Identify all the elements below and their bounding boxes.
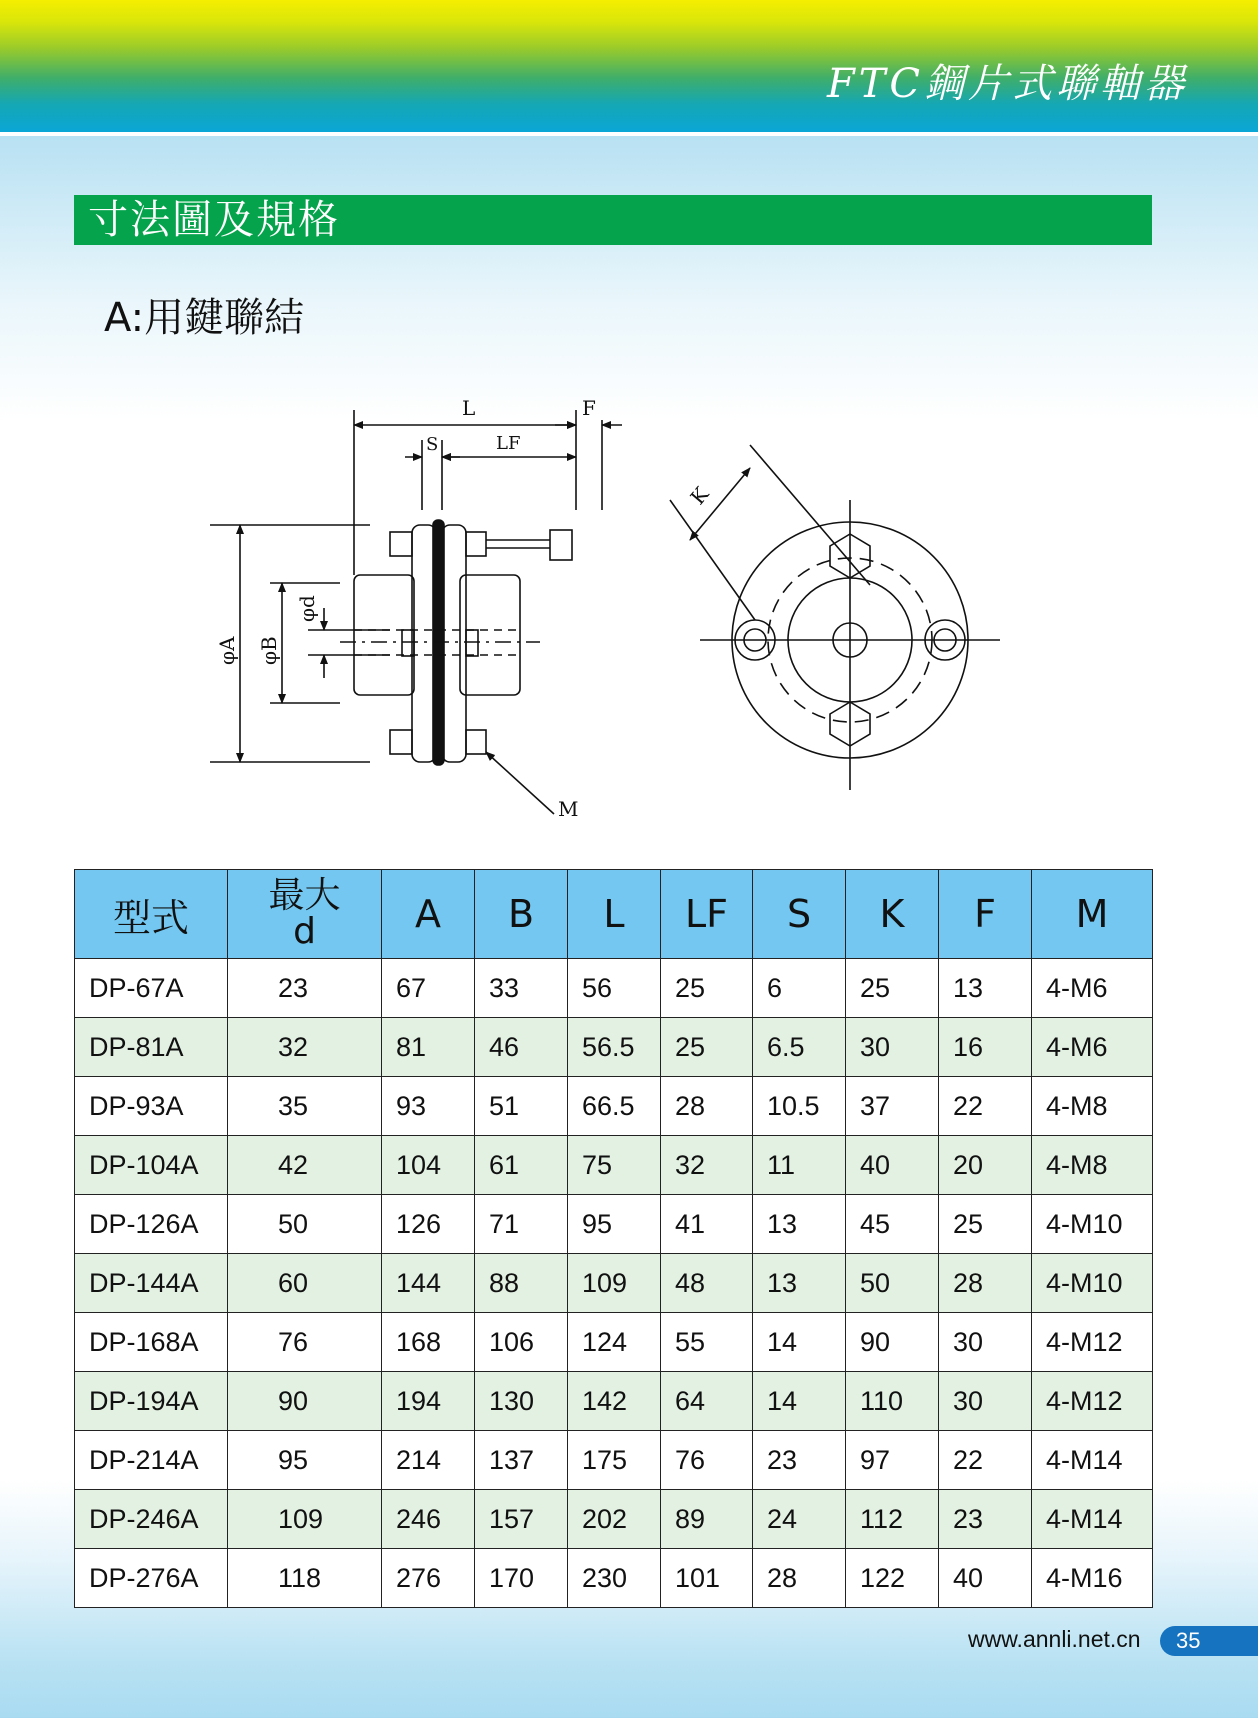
- table-cell: DP-144A: [75, 1254, 228, 1313]
- table-cell: 130: [475, 1372, 568, 1431]
- table-cell: 56: [568, 959, 661, 1018]
- dimension-drawing: [190, 390, 1030, 830]
- table-cell: 95: [568, 1195, 661, 1254]
- table-cell: 45: [846, 1195, 939, 1254]
- table-cell: 22: [939, 1077, 1032, 1136]
- table-cell: 23: [228, 959, 382, 1018]
- table-cell: 33: [475, 959, 568, 1018]
- table-cell: 4-M8: [1032, 1077, 1153, 1136]
- table-cell: 89: [661, 1490, 753, 1549]
- table-cell: 142: [568, 1372, 661, 1431]
- col-S: S: [753, 870, 846, 959]
- table-cell: 60: [228, 1254, 382, 1313]
- table-cell: 30: [939, 1372, 1032, 1431]
- table-cell: 56.5: [568, 1018, 661, 1077]
- table-cell: 48: [661, 1254, 753, 1313]
- table-cell: 41: [661, 1195, 753, 1254]
- header-title: FTC鋼片式聯軸器: [826, 61, 1188, 107]
- table-cell: 11: [753, 1136, 846, 1195]
- table-cell: 46: [475, 1018, 568, 1077]
- page-number-badge: [1160, 1626, 1258, 1656]
- label-S: S: [426, 434, 439, 455]
- table-cell: 118: [228, 1549, 382, 1608]
- table-cell: 14: [753, 1372, 846, 1431]
- table-cell: 230: [568, 1549, 661, 1608]
- table-cell: 168: [382, 1313, 475, 1372]
- side-view: [210, 410, 622, 814]
- subtitle: A:用鍵聯結: [104, 295, 305, 341]
- table-cell: 101: [661, 1549, 753, 1608]
- table-cell: 75: [568, 1136, 661, 1195]
- table-cell: 6.5: [753, 1018, 846, 1077]
- section-bar: [74, 195, 1152, 245]
- col-LF: LF: [661, 870, 753, 959]
- table-row: [75, 1490, 1153, 1549]
- table-cell: 67: [382, 959, 475, 1018]
- table-cell: 76: [228, 1313, 382, 1372]
- table-cell: 23: [753, 1431, 846, 1490]
- table-cell: 13: [753, 1254, 846, 1313]
- table-cell: 6: [753, 959, 846, 1018]
- table-cell: 4-M12: [1032, 1313, 1153, 1372]
- table-cell: 28: [939, 1254, 1032, 1313]
- table-cell: 88: [475, 1254, 568, 1313]
- table-cell: DP-276A: [75, 1549, 228, 1608]
- table-cell: 51: [475, 1077, 568, 1136]
- table-cell: 4-M16: [1032, 1549, 1153, 1608]
- table-cell: 194: [382, 1372, 475, 1431]
- table-cell: DP-126A: [75, 1195, 228, 1254]
- table-cell: 28: [753, 1549, 846, 1608]
- table-cell: DP-81A: [75, 1018, 228, 1077]
- table-cell: 32: [228, 1018, 382, 1077]
- table-cell: 25: [939, 1195, 1032, 1254]
- table-cell: 122: [846, 1549, 939, 1608]
- table-cell: 202: [568, 1490, 661, 1549]
- label-L: L: [462, 396, 476, 420]
- table-cell: 28: [661, 1077, 753, 1136]
- table-cell: 4-M8: [1032, 1136, 1153, 1195]
- table-cell: 126: [382, 1195, 475, 1254]
- table-cell: 112: [846, 1490, 939, 1549]
- col-A: A: [382, 870, 475, 959]
- table-row: [75, 959, 1153, 1018]
- table-cell: 95: [228, 1431, 382, 1490]
- table-cell: 64: [661, 1372, 753, 1431]
- label-K: K: [685, 482, 714, 510]
- table-cell: 50: [228, 1195, 382, 1254]
- label-F: F: [582, 396, 596, 420]
- table-cell: 25: [661, 1018, 753, 1077]
- label-LF: LF: [496, 433, 521, 454]
- table-cell: 106: [475, 1313, 568, 1372]
- table-cell: 24: [753, 1490, 846, 1549]
- table-cell: 90: [846, 1313, 939, 1372]
- table-cell: DP-104A: [75, 1136, 228, 1195]
- table-cell: 42: [228, 1136, 382, 1195]
- table-cell: 10.5: [753, 1077, 846, 1136]
- col-M: M: [1032, 870, 1153, 959]
- table-cell: 25: [661, 959, 753, 1018]
- table-cell: 16: [939, 1018, 1032, 1077]
- table-cell: 110: [846, 1372, 939, 1431]
- table-cell: 97: [846, 1431, 939, 1490]
- table-cell: 25: [846, 959, 939, 1018]
- table-row: [75, 1549, 1153, 1608]
- table-cell: 13: [939, 959, 1032, 1018]
- table-cell: 32: [661, 1136, 753, 1195]
- table-row: [75, 1372, 1153, 1431]
- table-cell: 23: [939, 1490, 1032, 1549]
- header-divider: [0, 132, 1258, 136]
- col-model: 型式: [75, 870, 228, 959]
- table-cell: 71: [475, 1195, 568, 1254]
- table-row: [75, 1018, 1153, 1077]
- table-cell: 90: [228, 1372, 382, 1431]
- table-cell: DP-168A: [75, 1313, 228, 1372]
- table-cell: 157: [475, 1490, 568, 1549]
- table-cell: 214: [382, 1431, 475, 1490]
- table-cell: 276: [382, 1549, 475, 1608]
- table-cell: 4-M14: [1032, 1490, 1153, 1549]
- table-cell: 109: [568, 1254, 661, 1313]
- table-cell: 66.5: [568, 1077, 661, 1136]
- table-cell: 30: [939, 1313, 1032, 1372]
- table-cell: 93: [382, 1077, 475, 1136]
- col-max-d: [228, 870, 382, 959]
- table-cell: 4-M10: [1032, 1195, 1153, 1254]
- table-cell: 246: [382, 1490, 475, 1549]
- footer-url: www.annli.net.cn: [968, 1626, 1141, 1652]
- table-cell: 4-M14: [1032, 1431, 1153, 1490]
- table-cell: DP-67A: [75, 959, 228, 1018]
- table-cell: 35: [228, 1077, 382, 1136]
- table-row: [75, 1136, 1153, 1195]
- table-cell: 30: [846, 1018, 939, 1077]
- table-cell: 4-M12: [1032, 1372, 1153, 1431]
- table-cell: 40: [939, 1549, 1032, 1608]
- table-cell: 124: [568, 1313, 661, 1372]
- table-cell: DP-194A: [75, 1372, 228, 1431]
- spec-table: [74, 869, 1153, 1608]
- table-cell: 137: [475, 1431, 568, 1490]
- col-max-d-line1: 最大: [268, 875, 341, 916]
- table-row: [75, 1077, 1153, 1136]
- col-F: F: [939, 870, 1032, 959]
- table-row: [75, 1254, 1153, 1313]
- table-cell: 4-M6: [1032, 1018, 1153, 1077]
- spec-table-body: [75, 959, 1153, 1608]
- col-L: L: [568, 870, 661, 959]
- table-cell: 13: [753, 1195, 846, 1254]
- col-B: B: [475, 870, 568, 959]
- table-cell: 81: [382, 1018, 475, 1077]
- col-K: K: [846, 870, 939, 959]
- table-cell: 37: [846, 1077, 939, 1136]
- table-cell: 40: [846, 1136, 939, 1195]
- spec-table-header: [75, 870, 1153, 959]
- table-cell: 76: [661, 1431, 753, 1490]
- table-cell: DP-93A: [75, 1077, 228, 1136]
- table-cell: 104: [382, 1136, 475, 1195]
- label-phiA: φA: [215, 636, 239, 665]
- table-cell: 175: [568, 1431, 661, 1490]
- table-cell: DP-214A: [75, 1431, 228, 1490]
- label-phiB: φB: [257, 636, 281, 665]
- table-cell: 170: [475, 1549, 568, 1608]
- table-cell: 4-M10: [1032, 1254, 1153, 1313]
- col-max-d-line2: d: [293, 911, 316, 952]
- page-number: 35: [1176, 1628, 1201, 1653]
- table-cell: 144: [382, 1254, 475, 1313]
- table-cell: 55: [661, 1313, 753, 1372]
- label-M: M: [558, 797, 579, 821]
- table-row: [75, 1431, 1153, 1490]
- table-cell: 20: [939, 1136, 1032, 1195]
- front-view: [670, 445, 1000, 790]
- table-cell: DP-246A: [75, 1490, 228, 1549]
- table-cell: 61: [475, 1136, 568, 1195]
- table-cell: 14: [753, 1313, 846, 1372]
- section-title: 寸法圖及規格: [88, 197, 340, 243]
- table-row: [75, 1195, 1153, 1254]
- table-cell: 50: [846, 1254, 939, 1313]
- label-phid: φd: [295, 595, 319, 622]
- table-row: [75, 1313, 1153, 1372]
- table-cell: 109: [228, 1490, 382, 1549]
- table-cell: 4-M6: [1032, 959, 1153, 1018]
- table-cell: 22: [939, 1431, 1032, 1490]
